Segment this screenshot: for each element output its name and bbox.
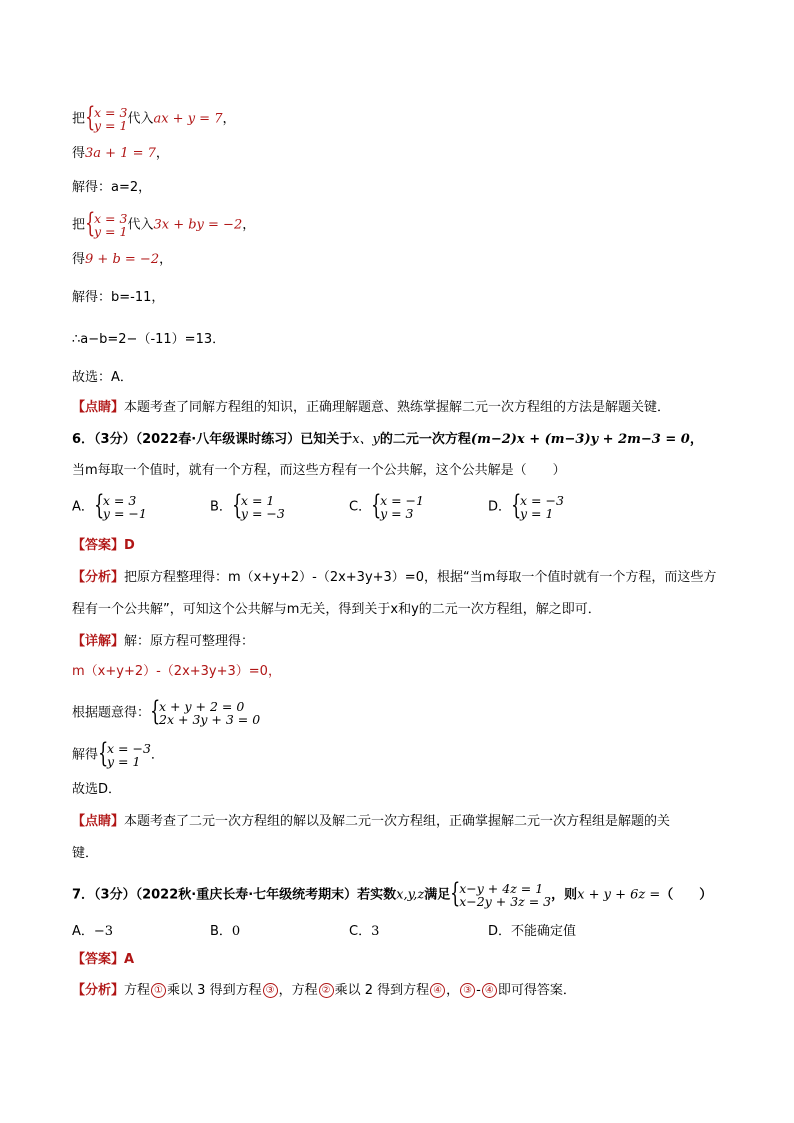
option-label: B． (210, 499, 232, 515)
sys-row: 2x + 3y + 3 = 0 (159, 712, 261, 727)
equation-system: { x = −3 y = 1 (98, 738, 151, 769)
option-value: 3 (371, 924, 380, 939)
step-1: m（x+y+2）-（2x+3y+3）=0， (72, 664, 281, 679)
tag: 【点睛】 (72, 400, 125, 415)
circled-number: ④ (430, 983, 445, 998)
option-b[interactable] (210, 490, 285, 521)
dianjing-6-line-1 (72, 814, 670, 830)
text: ． (150, 747, 164, 763)
text: ，方程 (278, 983, 318, 998)
text: 乘以 2 得到方程 (334, 983, 430, 998)
dianjing-1 (72, 400, 670, 416)
equation: 3a + 1 = 7 (85, 146, 156, 161)
text: 7．（3分）（2022秋·重庆长寿·七年级统考期末）若实数 (72, 887, 397, 903)
text: ， (159, 252, 173, 267)
option-d[interactable] (488, 490, 564, 521)
option-b[interactable] (210, 920, 240, 939)
text: 解：原方程可整理得： (124, 634, 255, 649)
sub-line-1 (72, 102, 236, 133)
tag: 【分析】 (72, 983, 125, 998)
circled-number: ③ (263, 983, 278, 998)
equation: 3x + by = −2 (153, 217, 243, 233)
option-value: 不能确定值 (511, 924, 577, 939)
equation-system: { x + y + 2 = 0 2x + 3y + 3 = 0 (150, 696, 261, 727)
equation-system: { x = 3 y = 1 (85, 208, 128, 239)
sys-row: y = 1 (520, 506, 554, 521)
sys-row: x = −1 (380, 493, 424, 508)
tag: 【点睛】 (72, 814, 125, 829)
sys-row: y = 1 (94, 224, 128, 239)
text: ， (242, 217, 256, 233)
tag: 【答案】 (72, 538, 125, 553)
equation-system: { x = −1 y = 3 (371, 490, 424, 521)
text: 即可得答案． (497, 983, 576, 998)
sys-row: x = 3 (94, 211, 128, 226)
equation-system: { x = 3 y = 1 (85, 102, 128, 133)
text: ， (446, 983, 460, 998)
math: x,y,z (396, 887, 425, 903)
option-c[interactable] (349, 920, 379, 939)
equation-system: { x = 3 y = −1 (93, 490, 147, 521)
tag: 【答案】 (72, 952, 125, 967)
text: （ ） (660, 887, 713, 903)
circled-number: ② (319, 983, 334, 998)
math: x、y (352, 432, 380, 447)
line-3: 解得：a=2， (72, 180, 152, 195)
line-6: 解得：b=-11， (72, 290, 165, 305)
line-2 (72, 146, 169, 162)
circled-number: ④ (482, 983, 497, 998)
text: 6．（3分）（2022春·八年级课时练习）已知关于 (72, 432, 353, 447)
fenxi-7 (72, 983, 576, 999)
dianjing-6-line-2: 键． (72, 846, 99, 861)
equation: x + y + 6z = (577, 887, 661, 903)
equation-system: { x−y + 4z = 1 x−2y + 3z = 3 (450, 878, 552, 909)
text: ， (155, 146, 169, 161)
xiangjie-6 (72, 634, 254, 650)
text: 的二元一次方程 (379, 432, 471, 447)
sys-row: y = 1 (107, 754, 141, 769)
fenxi-6-line-2: 程有一个公共解”，可知这个公共解与m无关，得到关于x和y的二元一次方程组，解之即可． (72, 602, 601, 617)
text: 本题考查了二元一次方程组的解以及解二元一次方程组，正确掌握解二元一次方程组是解题的关 (124, 814, 671, 829)
sys-row: x−2y + 3z = 3 (459, 894, 552, 909)
text: 乘以 3 得到方程 (167, 983, 262, 998)
text: 把原方程整理得：m（x+y+2）-（2x+3y+3）=0，根据“当m每取一个值时就有一个方程，而这些方 (124, 570, 717, 585)
text: 把 (72, 111, 86, 127)
option-label: A． (72, 499, 94, 515)
text: ， (222, 111, 236, 127)
sys-row: x = −3 (520, 493, 564, 508)
answer-value: D (124, 538, 135, 553)
line-8: 故选：A． (72, 370, 133, 385)
text: 得 (72, 252, 86, 267)
tag: 【详解】 (72, 634, 125, 649)
option-label: D． (488, 924, 512, 939)
sys-row: y = −1 (102, 506, 147, 521)
equation-system: { x = −3 y = 1 (511, 490, 564, 521)
text: ， (689, 432, 703, 447)
circled-number: ① (151, 983, 166, 998)
text: 代入 (127, 111, 154, 127)
sys-row: y = 3 (380, 506, 414, 521)
line-5 (72, 252, 172, 268)
sys-row: y = 1 (94, 118, 128, 133)
text: 本题考查了同解方程组的知识，正确理解题意、熟练掌握解二元一次方程组的方法是解题关键． (124, 400, 671, 415)
text: ，则 (551, 887, 578, 903)
option-label: D． (488, 499, 512, 515)
text: 解得 (72, 747, 99, 763)
question-6-line-1 (72, 432, 703, 448)
question-7-line-1 (72, 878, 713, 909)
equation-system: { x = 1 y = −3 (231, 490, 285, 521)
text: 满足 (424, 887, 451, 903)
text: 把 (72, 217, 86, 233)
text: 根据题意得： (72, 705, 151, 721)
text: 代入 (127, 217, 154, 233)
sys-row: y = −3 (240, 506, 285, 521)
fenxi-6-line-1 (72, 570, 716, 586)
circled-number: ③ (460, 983, 475, 998)
option-a[interactable] (72, 920, 113, 939)
equation: ax + y = 7 (153, 111, 223, 127)
equation: 9 + b = −2 (85, 252, 160, 267)
option-c[interactable] (349, 490, 424, 521)
sys-row: x = 3 (94, 105, 128, 120)
sys-row: x = 1 (240, 493, 275, 508)
answer-7 (72, 952, 134, 968)
question-6-line-2: 当m每取一个值时，就有一个方程，而这些方程有一个公共解，这个公共解是（ ） (72, 463, 566, 478)
choose-6: 故选D． (72, 782, 122, 797)
step-3 (72, 738, 164, 769)
text: - (476, 983, 481, 998)
answer-6 (72, 538, 135, 554)
option-label: C． (349, 499, 372, 515)
line-7: ∴a−b=2−（-11）=13． (72, 332, 226, 347)
equation: (m−2)x + (m−3)y + 2m−3 = 0 (470, 432, 690, 447)
sys-row: x = 3 (102, 493, 137, 508)
sys-row: x = −3 (107, 741, 151, 756)
option-value: −3 (93, 924, 114, 939)
answer-value: A (124, 952, 135, 967)
step-2 (72, 696, 261, 727)
option-label: B． (210, 924, 232, 939)
sys-row: x + y + 2 = 0 (159, 699, 245, 714)
option-label: A． (72, 924, 94, 939)
text: 方程 (124, 983, 151, 998)
sys-row: x−y + 4z = 1 (459, 881, 544, 896)
sub-line-4 (72, 208, 256, 239)
text: 得 (72, 146, 86, 161)
option-value: 0 (231, 924, 241, 939)
option-d[interactable] (488, 920, 576, 939)
option-label: C． (349, 924, 372, 939)
option-a[interactable] (72, 490, 147, 521)
tag: 【分析】 (72, 570, 125, 585)
